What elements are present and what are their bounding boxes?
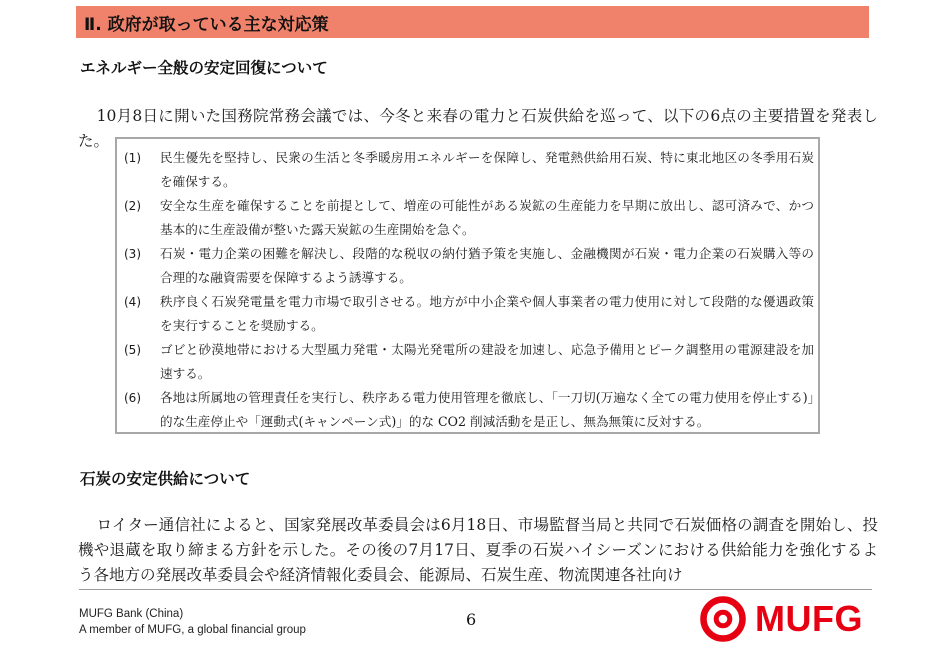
measure-number: (3) [124, 247, 141, 261]
measure-item [124, 146, 814, 194]
footer-tagline: A member of MUFG, a global financial group [79, 624, 306, 636]
measure-number: (2) [124, 199, 141, 213]
measure-item [124, 386, 814, 434]
logo-wordmark: MUFG [755, 598, 863, 639]
measure-number: (5) [124, 343, 141, 357]
measure-text: 各地は所属地の管理責任を実行し、秩序ある電力使用管理を徹底し、「一刀切(万遍なく全ての電力使用を停止する)」的な生産停止や「運動式(キャンペーン式)」的な CO2 削減活動を是正し、無為無策に反対する。 [160, 390, 814, 429]
measure-text: 安全な生産を確保することを前提として、増産の可能性がある炭鉱の生産能力を早期に放出し、認可済みで、かつ基本的に生産設備が整いた露天炭鉱の生産開始を急ぐ。 [160, 198, 814, 237]
measure-number: (6) [124, 391, 141, 405]
mufg-logo [700, 596, 880, 642]
coal-heading: 石炭の安定供給について [80, 470, 251, 488]
energy-heading: エネルギー全般の安定回復について [80, 59, 328, 77]
measure-number: (1) [124, 151, 141, 165]
footer-divider [79, 589, 872, 590]
mufg-logo-icon [700, 596, 746, 642]
footer-company: MUFG Bank (China) [79, 608, 184, 620]
measure-item [124, 194, 814, 242]
section-title: Ⅱ. 政府が取っている主な対応策 [84, 14, 329, 35]
measure-item [124, 338, 814, 386]
measure-number: (4) [124, 295, 141, 309]
measure-text: 民生優先を堅持し、民衆の生活と冬季暖房用エネルギーを保障し、発電熱供給用石炭、特に東北地区の冬季用石炭を確保する。 [160, 150, 814, 189]
energy-intro: 10月8日に開いた国務院常務会議では、今冬と来春の電力と石炭供給を巡って、以下の6点の主要措置を発表した。 [78, 106, 878, 150]
measure-text: ゴビと砂漠地帯における大型風力発電・太陽光発電所の建設を加速し、応急予備用とピーク調整用の電源建設を加速する。 [160, 342, 814, 381]
measure-item [124, 290, 814, 338]
section-banner [76, 6, 869, 38]
measure-item [124, 242, 814, 290]
measure-text: 秩序良く石炭発電量を電力市場で取引させる。地方が中小企業や個人事業者の電力使用に対して段階的な優遇政策を実行することを奨励する。 [160, 294, 814, 333]
coal-body: ロイター通信社によると、国家発展改革委員会は6月18日、市場監督当局と共同で石炭価格の調査を開始し、投機や退蔵を取り締まる方針を示した。その後の7月17日、夏季の石炭ハイシーズンにおける供給能力を強化するよう各地方の発展改革委員会や経済情報化委員会、能源局、石炭生産、物流関連各社向け [78, 515, 878, 584]
measures-list [124, 146, 814, 434]
measure-text: 石炭・電力企業の困難を解決し、段階的な税収の納付猶予策を実施し、金融機関が石炭・電力企業の石炭購入等の合理的な融資需要を保障するよう誘導する。 [160, 246, 814, 285]
page-number: 6 [466, 610, 477, 629]
